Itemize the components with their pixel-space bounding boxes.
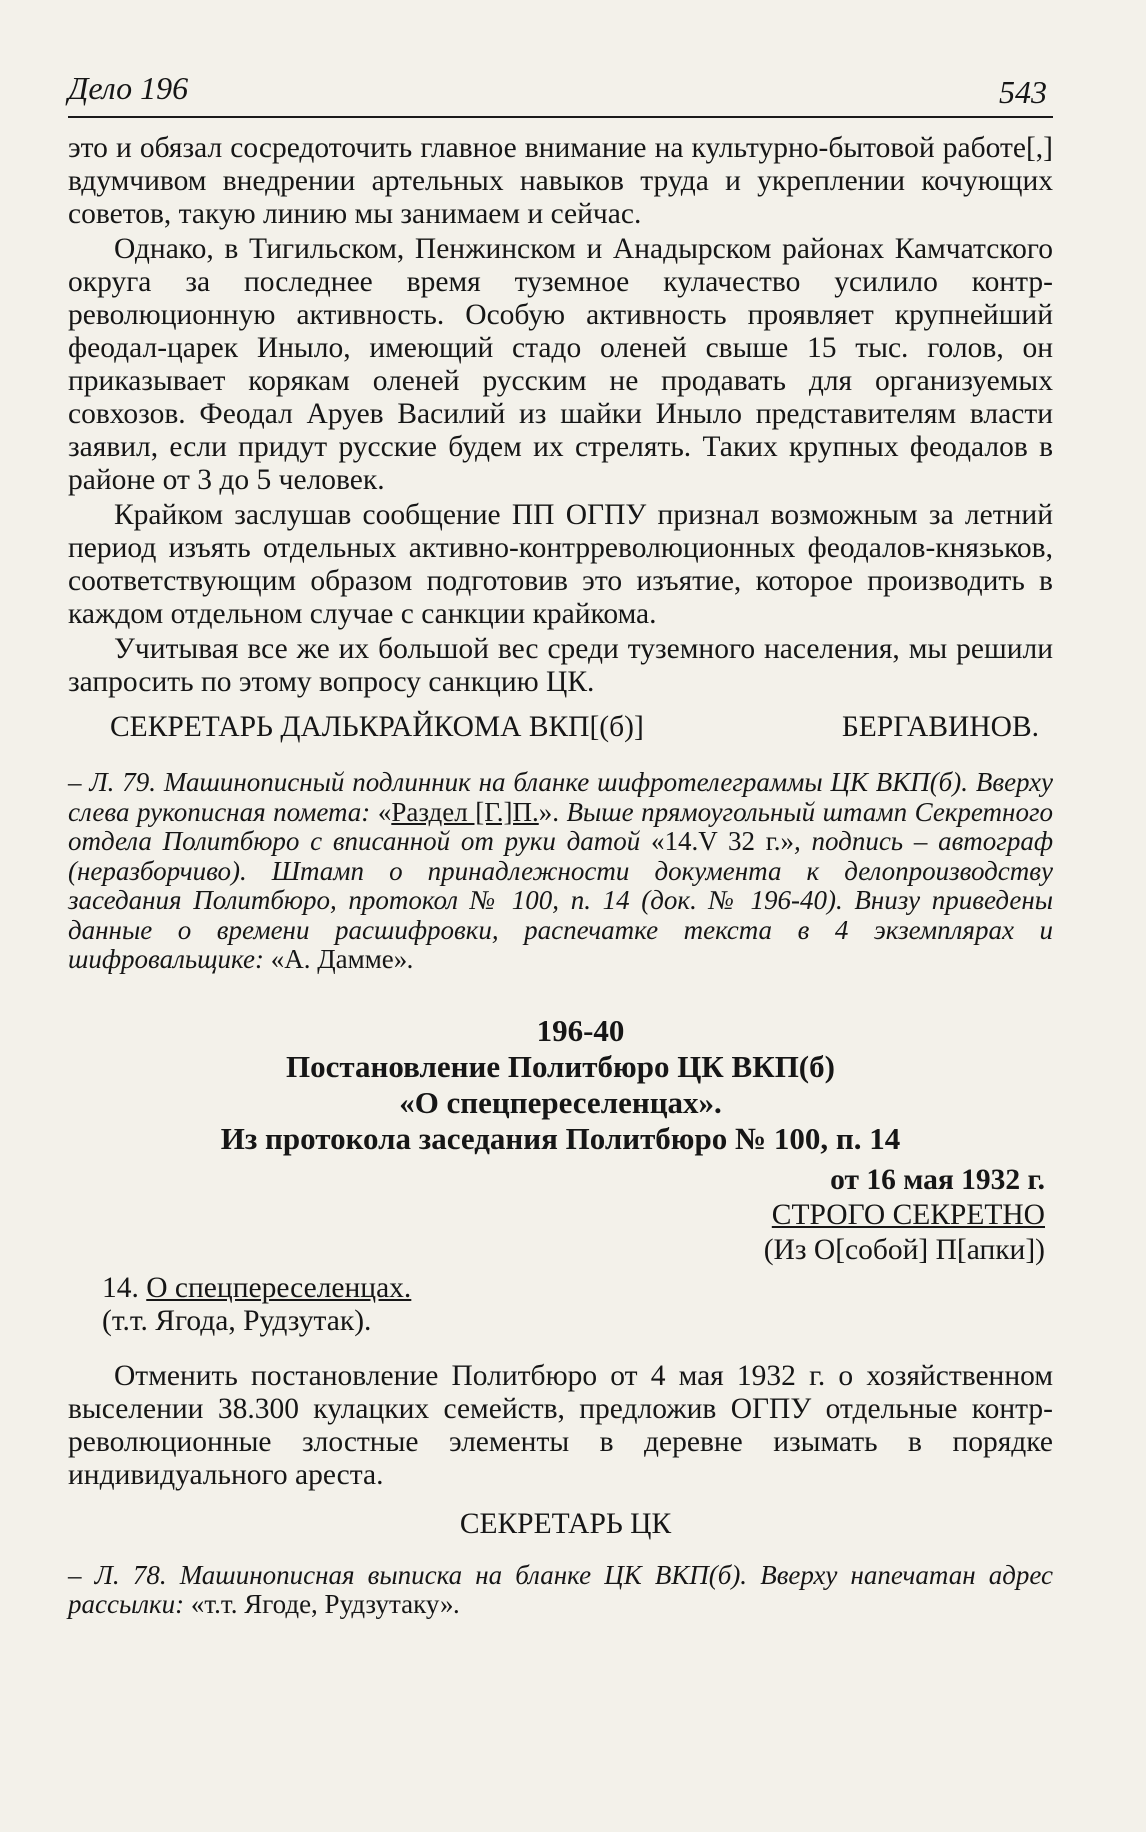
document-number: 196-40 — [536, 1012, 625, 1048]
document-date: от 16 мая 1932 г. — [830, 1163, 1045, 1196]
agenda-item — [68, 1272, 1053, 1338]
paragraph: Учитывая все же их большой вес среди туземного населения, мы решили запросить по этому вопросу санкцию ЦК. — [68, 633, 1053, 698]
title-line: Постановление Политбюро ЦК ВКП(б) — [286, 1048, 835, 1084]
note-quote-mark: « — [377, 796, 392, 827]
note-quote-mark: ». — [538, 796, 559, 827]
item-title: О спецпереселенцах. — [146, 1271, 412, 1304]
paragraph: это и обязал сосредоточить главное внимание на культурно-бытовой работе[,] вдумчивом внедрении артельных навыков труда и укреплении кочующих советов, такую линию мы занимаем и сейчас. — [68, 132, 1053, 230]
document-meta — [68, 1163, 1053, 1268]
paragraph: Однако, в Тигильском, Пенжинском и Анадырском районах Камчатского округа за последнее время туземное кулачество усилило контр-революционную активность. Особую активность проявляет крупнейший феодал-царек Иныло, имеющий стадо оленей свыше 15 тыс. голов, он приказывает корякам оленей русским не продавать для организуемых совхозов. Феодал Аруев Василий из шайки Иныло представителям власти заявил, если придут русские будем их стрелять. Таких крупных феодалов в районе от 3 до 5 человек. — [68, 233, 1053, 496]
note-handwritten-mark: Раздел [Г.]П. — [391, 796, 539, 827]
item-number: 14. — [102, 1271, 147, 1304]
folder-label: (Из О[собой] П[апки]) — [763, 1233, 1045, 1266]
note-text: . — [453, 1589, 461, 1619]
note-address: «т.т. Ягоде, Рудзутаку» — [190, 1589, 454, 1619]
page-number: 543 — [999, 74, 1047, 110]
archival-note — [68, 1561, 1053, 1620]
note-text: , подпись – автограф (неразборчиво). Штамп о принадлежности документа к делопроизводству заседания Политбюро, протокол № 100, п. 14 (док. № 196-40). Внизу приведены данные о времени расшифровки, распечатке текста в 4 экземплярах и шифровальщике: — [68, 826, 1053, 974]
item-speakers: (т.т. Ягода, Рудзутак). — [102, 1304, 372, 1337]
secretary-signature: СЕКРЕТАРЬ ЦК — [459, 1507, 672, 1540]
paragraph: Крайком заслушав сообщение ПП ОГПУ признал возможным за летний период изъять отдельных активно-контрреволюционных феодалов-князьков, соответствующим образом подготовив это изъятие, которое производить в каждом отдельном случае с санкции крайкома. — [68, 499, 1053, 630]
note-text: . — [407, 944, 415, 974]
note-text: – Л. 78. Машинописная выписка на бланке ЦК ВКП(б). Вверху напечатан адрес рассылки: — [68, 1559, 1053, 1619]
title-line: «О спецпереселенцах». — [399, 1084, 722, 1120]
document-page — [68, 66, 1053, 1620]
archival-note — [68, 768, 1053, 975]
running-header — [68, 66, 1053, 118]
note-cipher-clerk: «А. Дамме» — [270, 944, 408, 974]
note-text: Выше прямоугольный штамп Секретного отдела Политбюро с вписанной от руки датой — [68, 796, 1053, 856]
classification-label: СТРОГО СЕКРЕТНО — [771, 1198, 1045, 1231]
signature-line — [68, 711, 1053, 744]
case-label: Дело 196 — [68, 70, 189, 106]
signature-position: СЕКРЕТАРЬ ДАЛЬКРАЙКОМА ВКП[(б)] — [110, 711, 644, 743]
title-line: Из протокола заседания Политбюро № 100, п. 14 — [220, 1120, 901, 1156]
decision-text — [68, 1360, 1053, 1492]
paragraph: Отменить постановление Политбюро от 4 мая 1932 г. о хозяйственном выселении 38.300 кулацких семейств, предложив ОГПУ отдельные контр-революционные злостные элементы в деревне изымать в порядке индивидуального ареста. — [68, 1359, 1053, 1491]
note-stamp-date: «14.V 32 г.» — [651, 826, 795, 856]
document-title — [68, 1049, 1053, 1157]
signature-name: БЕРГАВИНОВ. — [841, 711, 1039, 743]
letter-body — [68, 132, 1053, 699]
note-text: – Л. 79. Машинописный подлинник на бланке шифротелеграммы ЦК ВКП(б). Вверху слева рукописная помета: — [68, 767, 1053, 827]
